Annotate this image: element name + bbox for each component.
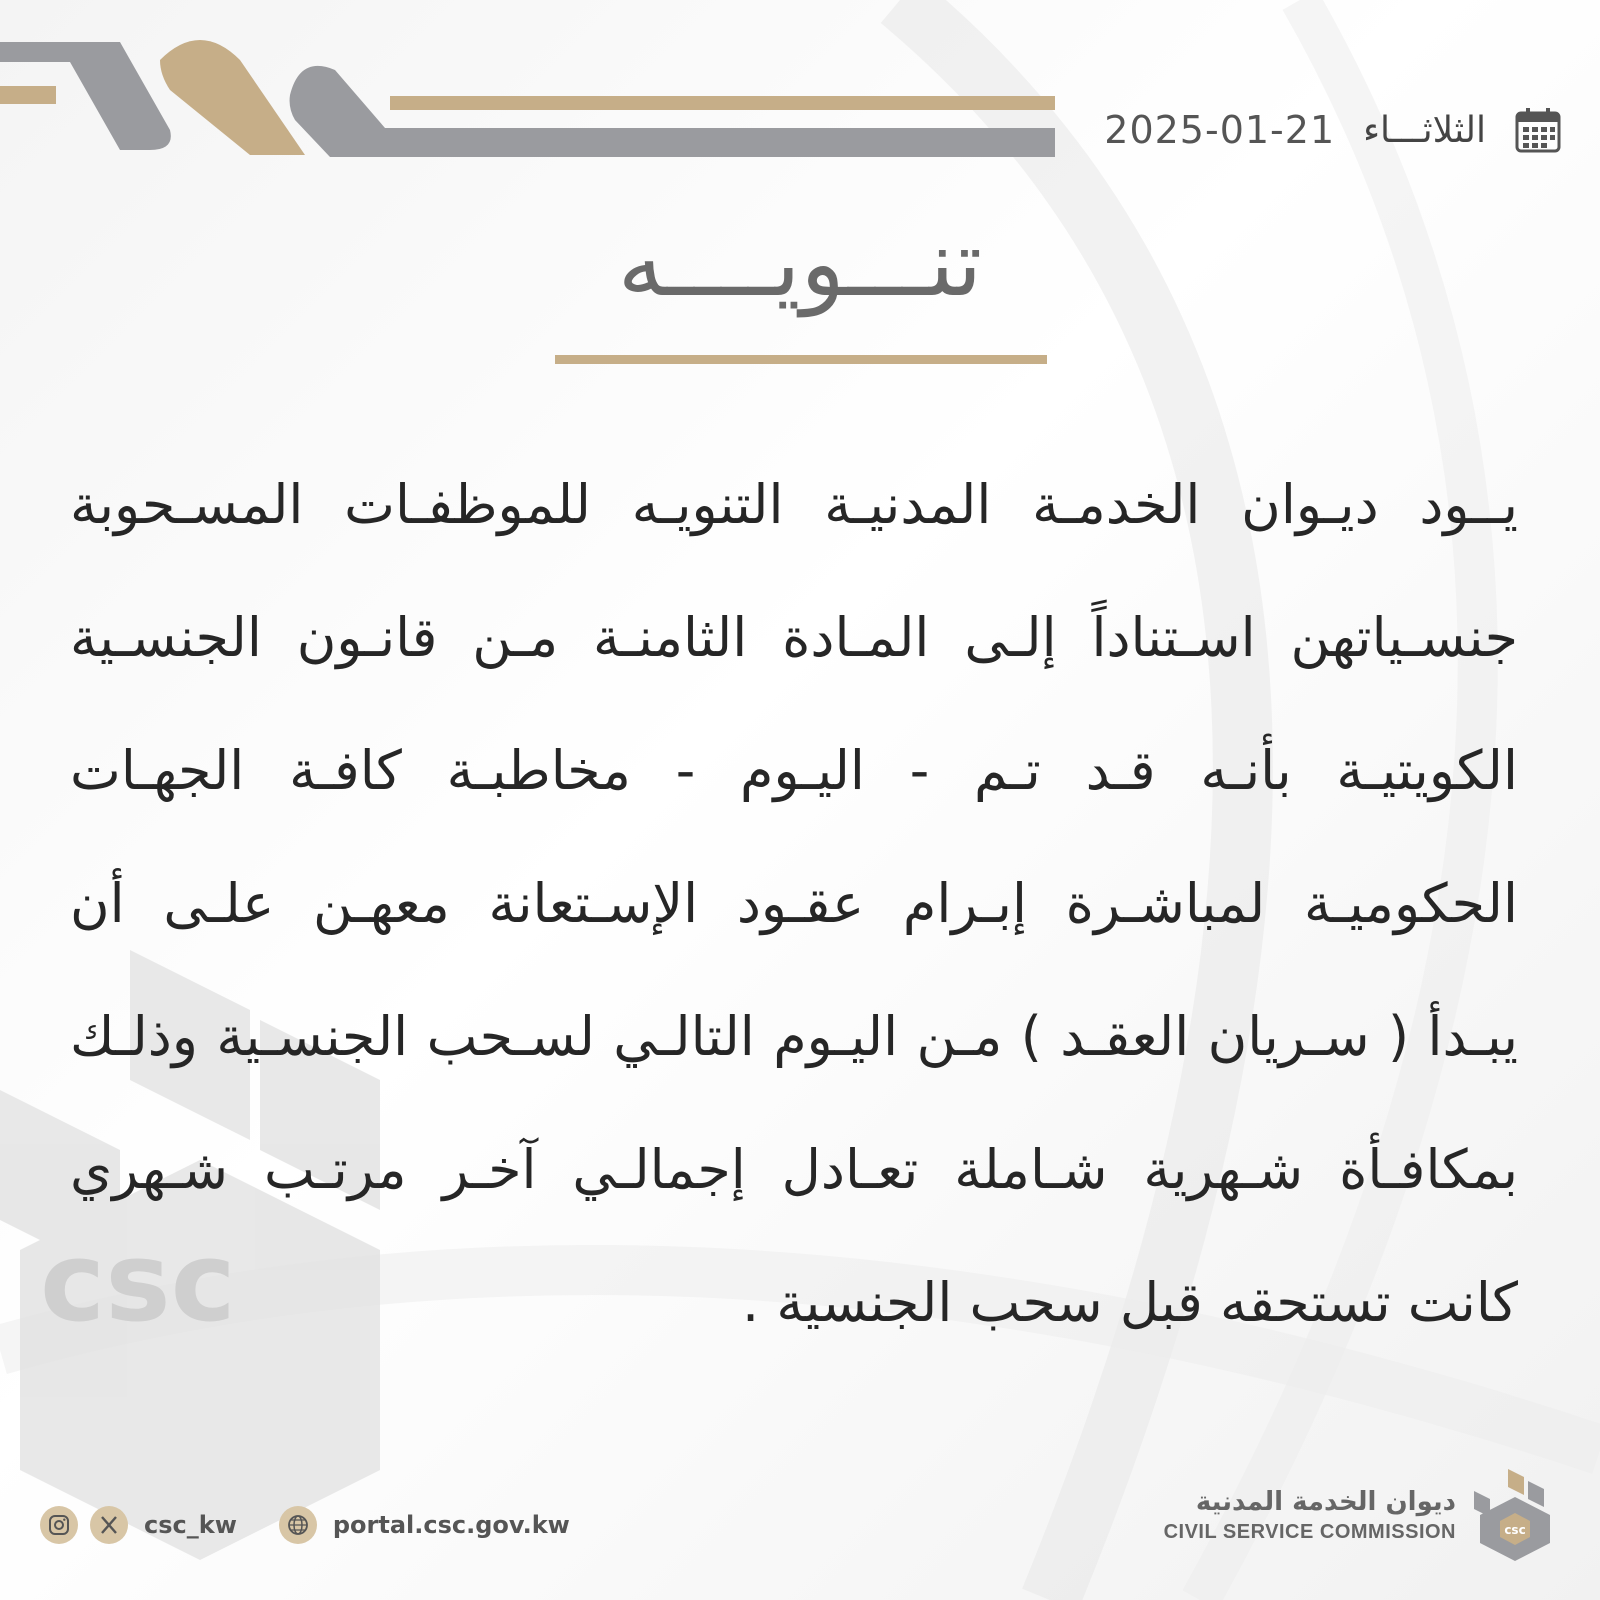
organization-branding	[1164, 1465, 1560, 1565]
footer-links	[40, 1505, 570, 1545]
date-label: 2025-01-21	[1104, 108, 1336, 152]
logo-text: csc	[1504, 1523, 1526, 1537]
social-handle[interactable]: csc_kw	[144, 1511, 237, 1539]
globe-icon	[279, 1506, 317, 1544]
body-line: الحكوميـة لمباشـرة إبـرام عقـود الإسـتعانة معهـن علـى أن	[70, 872, 1518, 935]
body-line: الكويتيـة بأنـه قـد تـم - اليـوم - مخاطبـة كافـة الجهـات	[70, 739, 1518, 802]
body-line: جنسـياتهن اسـتناداً إلـى المـادة الثامنـة مـن قانـون الجنسـية	[70, 606, 1518, 669]
csc-logo	[1470, 1469, 1560, 1561]
x-twitter-icon[interactable]	[90, 1506, 128, 1544]
body-line: يبـدأ ( سـريان العقـد ) مـن اليـوم التالـي لسـحب الجنسـية وذلـك	[70, 1005, 1518, 1068]
org-name-arabic: ديوان الخدمة المدنية	[1195, 1486, 1456, 1517]
body-line: بمكافـأة شـهرية شـاملة تعـادل إجمالـي آخـر مرتـب شـهري	[70, 1138, 1518, 1201]
org-name-english: CIVIL SERVICE COMMISSION	[1163, 1520, 1456, 1543]
page-title: تنـــويــــه	[617, 210, 983, 317]
instagram-icon[interactable]	[40, 1506, 78, 1544]
date-row	[1104, 100, 1562, 160]
watermark-text: csc	[40, 1218, 236, 1346]
calendar-icon	[1514, 106, 1562, 154]
weekday-label: الثلاثـــاء	[1363, 109, 1486, 151]
portal-link[interactable]: portal.csc.gov.kw	[332, 1511, 570, 1539]
body-line: يــود ديـوان الخدمـة المدنيـة التنويـه للموظفـات المسـحوبة	[70, 473, 1518, 536]
header-decoration	[0, 0, 1060, 180]
body-line: كانت تستحقه قبل سحب الجنسية .	[742, 1271, 1518, 1334]
title-underline	[555, 355, 1047, 364]
announcement-body	[70, 455, 1518, 1386]
